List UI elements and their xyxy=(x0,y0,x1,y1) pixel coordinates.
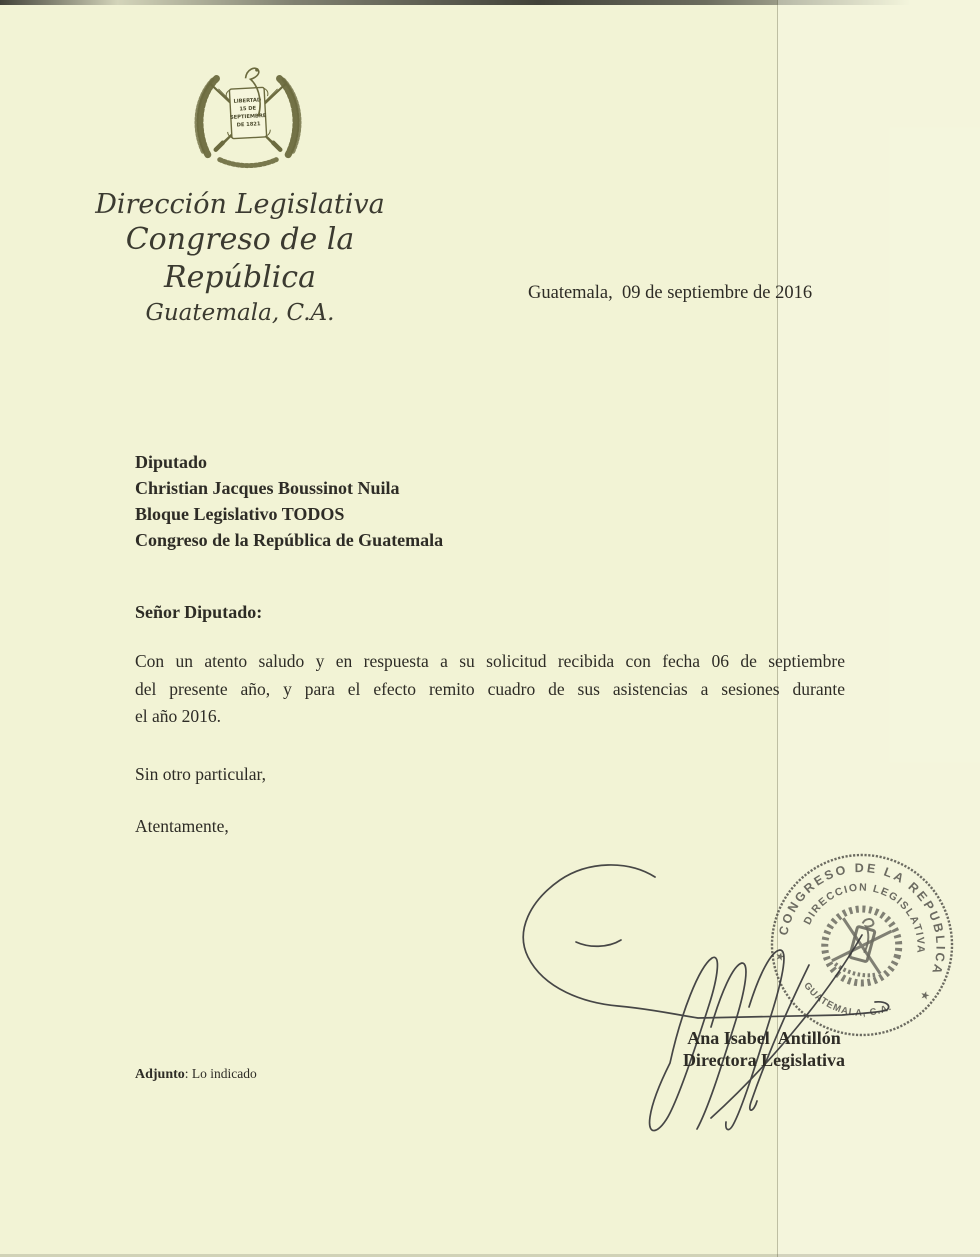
guatemala-coat-of-arms-icon xyxy=(186,58,310,172)
stamp-ring-top-text: CONGRESO DE LA REPUBLICA xyxy=(776,860,948,978)
scroll-text-line: LIBERTAD xyxy=(233,97,262,105)
signer-block xyxy=(644,1027,884,1071)
scanner-edge-artifact xyxy=(0,0,980,5)
stamp-ring-inner-text: DIRECCION LEGISLATIVA xyxy=(801,881,927,955)
attachment-value: : Lo indicado xyxy=(184,1066,257,1081)
closing-salute: Atentamente, xyxy=(135,816,229,836)
letterhead-institution: Congreso de la República xyxy=(125,222,355,295)
signer-title: Directora Legislativa xyxy=(682,1050,846,1070)
scroll-text-line: SEPTIEMBRE xyxy=(229,112,267,121)
recipient-institution: Congreso de la República de Guatemala xyxy=(135,530,444,550)
scroll-text-line: DE 1821 xyxy=(236,121,261,129)
stamp-star-icon: ★ xyxy=(918,988,932,1004)
recipient-title: Diputado xyxy=(135,452,208,472)
stamp-ring-bottom-text: GUATEMALA, C.A. xyxy=(801,980,894,1019)
signer-name: Ana Isabel Antillón xyxy=(687,1028,841,1048)
recipient-block xyxy=(135,449,443,553)
body-paragraph xyxy=(135,648,845,731)
attachment-label: Adjunto xyxy=(135,1067,185,1082)
date-line: Guatemala, 09 de septiembre de 2016 xyxy=(528,283,813,303)
salutation: Señor Diputado: xyxy=(135,602,263,622)
body-line: Con un atento saludo y en respuesta a su solicitud recibida con fecha 06 de septiembre xyxy=(135,651,845,671)
letterhead xyxy=(70,188,410,329)
letterhead-location: Guatemala, C.A. xyxy=(145,300,335,326)
body-line: del presente año, y para el efecto remito cuadro de sus asistencias a sesiones durante xyxy=(135,678,845,699)
letterhead-office: Dirección Legislativa xyxy=(95,189,385,220)
recipient-name: Christian Jacques Boussinot Nuila xyxy=(135,478,400,498)
recipient-bloc: Bloque Legislativo TODOS xyxy=(135,504,345,524)
stamp-star-icon: ★ xyxy=(773,950,787,965)
attachment-note xyxy=(135,1066,257,1083)
scroll-text-line: 15 DE xyxy=(239,105,257,113)
closing-phrase: Sin otro particular, xyxy=(135,764,267,784)
signature-scribble xyxy=(500,855,960,1140)
body-line: el año 2016. xyxy=(135,706,222,726)
